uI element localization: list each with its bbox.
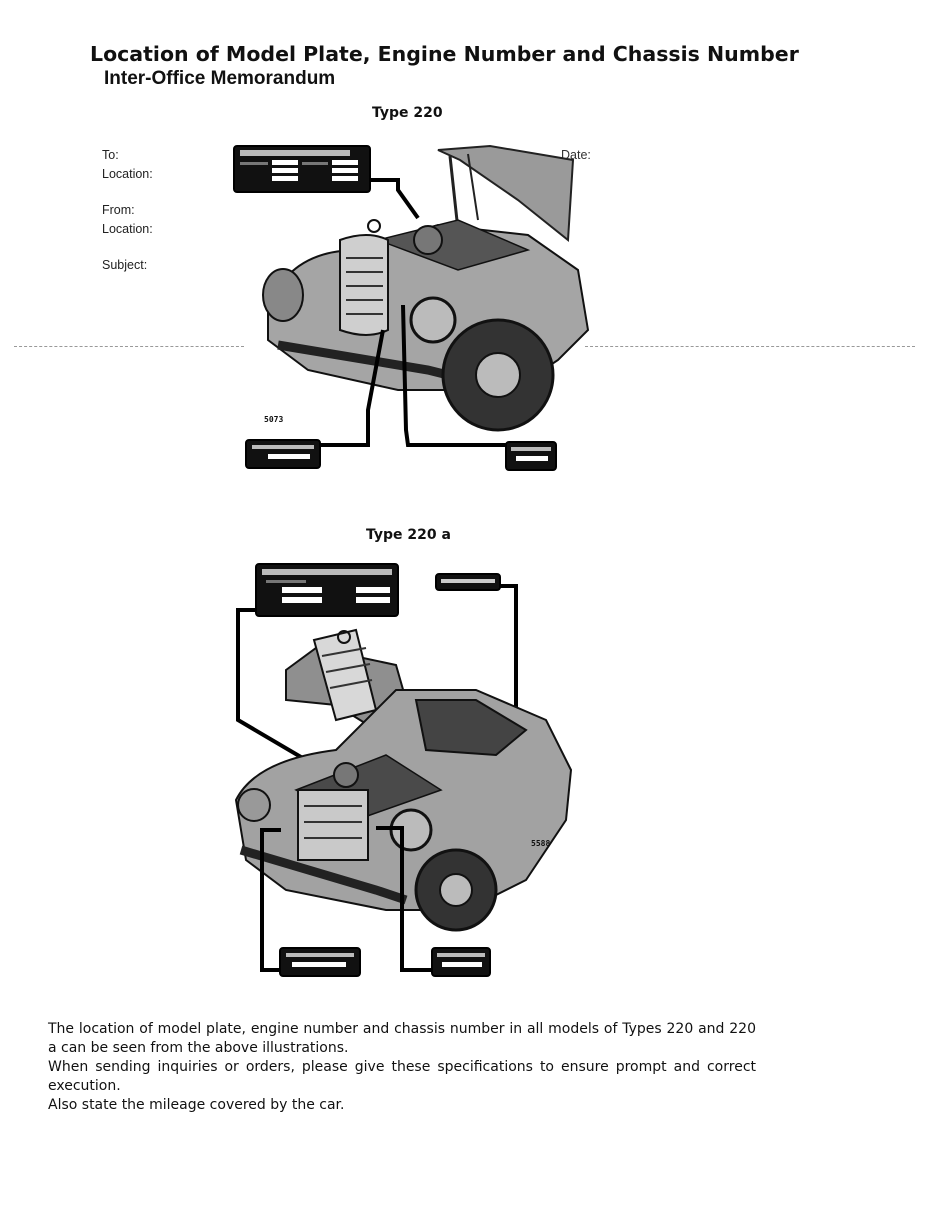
subject-label: Subject:: [102, 258, 148, 272]
engine-number-plate-icon: [246, 440, 320, 468]
to-location-label: Location:: [102, 167, 153, 181]
figure-2-illustration: [226, 560, 586, 980]
chassis-plate-top-icon: [436, 574, 500, 590]
figure-1-illustration: [228, 140, 598, 480]
type-220a-car-drawing: [226, 560, 586, 980]
scan-line-right: [585, 346, 915, 347]
body-paragraph-3: Also state the mileage covered by the car.: [48, 1097, 345, 1113]
body-text: [48, 1020, 756, 1115]
type-220-car-drawing: [228, 140, 598, 480]
figure-1-number: 5073: [264, 415, 284, 424]
figure-1-type-label: Type 220: [372, 105, 443, 121]
page-title: Location of Model Plate, Engine Number and Chassis Number: [90, 42, 799, 66]
chassis-number-plate-icon: [506, 442, 556, 470]
engine-number-plate-icon: [280, 948, 360, 976]
figure-2-type-label: Type 220 a: [366, 527, 451, 543]
model-plate-icon: [234, 146, 370, 192]
body-paragraph-1: The location of model plate, engine number and chassis number in all models of Types 220 and 220 a can be seen from the above illustrations.: [48, 1021, 756, 1056]
figure-2-number: 5588: [531, 839, 551, 848]
scan-line-left: [14, 346, 244, 347]
memo-heading: Inter-Office Memorandum: [104, 68, 336, 89]
chassis-number-plate-icon: [432, 948, 490, 976]
model-plate-icon: [256, 564, 398, 616]
from-location-label: Location:: [102, 222, 153, 236]
to-label: To:: [102, 148, 119, 162]
date-label: Date:: [561, 148, 591, 162]
body-paragraph-2: When sending inquiries or orders, please give these specifications to ensure prompt and correct execution.: [48, 1059, 756, 1094]
from-label: From:: [102, 203, 135, 217]
